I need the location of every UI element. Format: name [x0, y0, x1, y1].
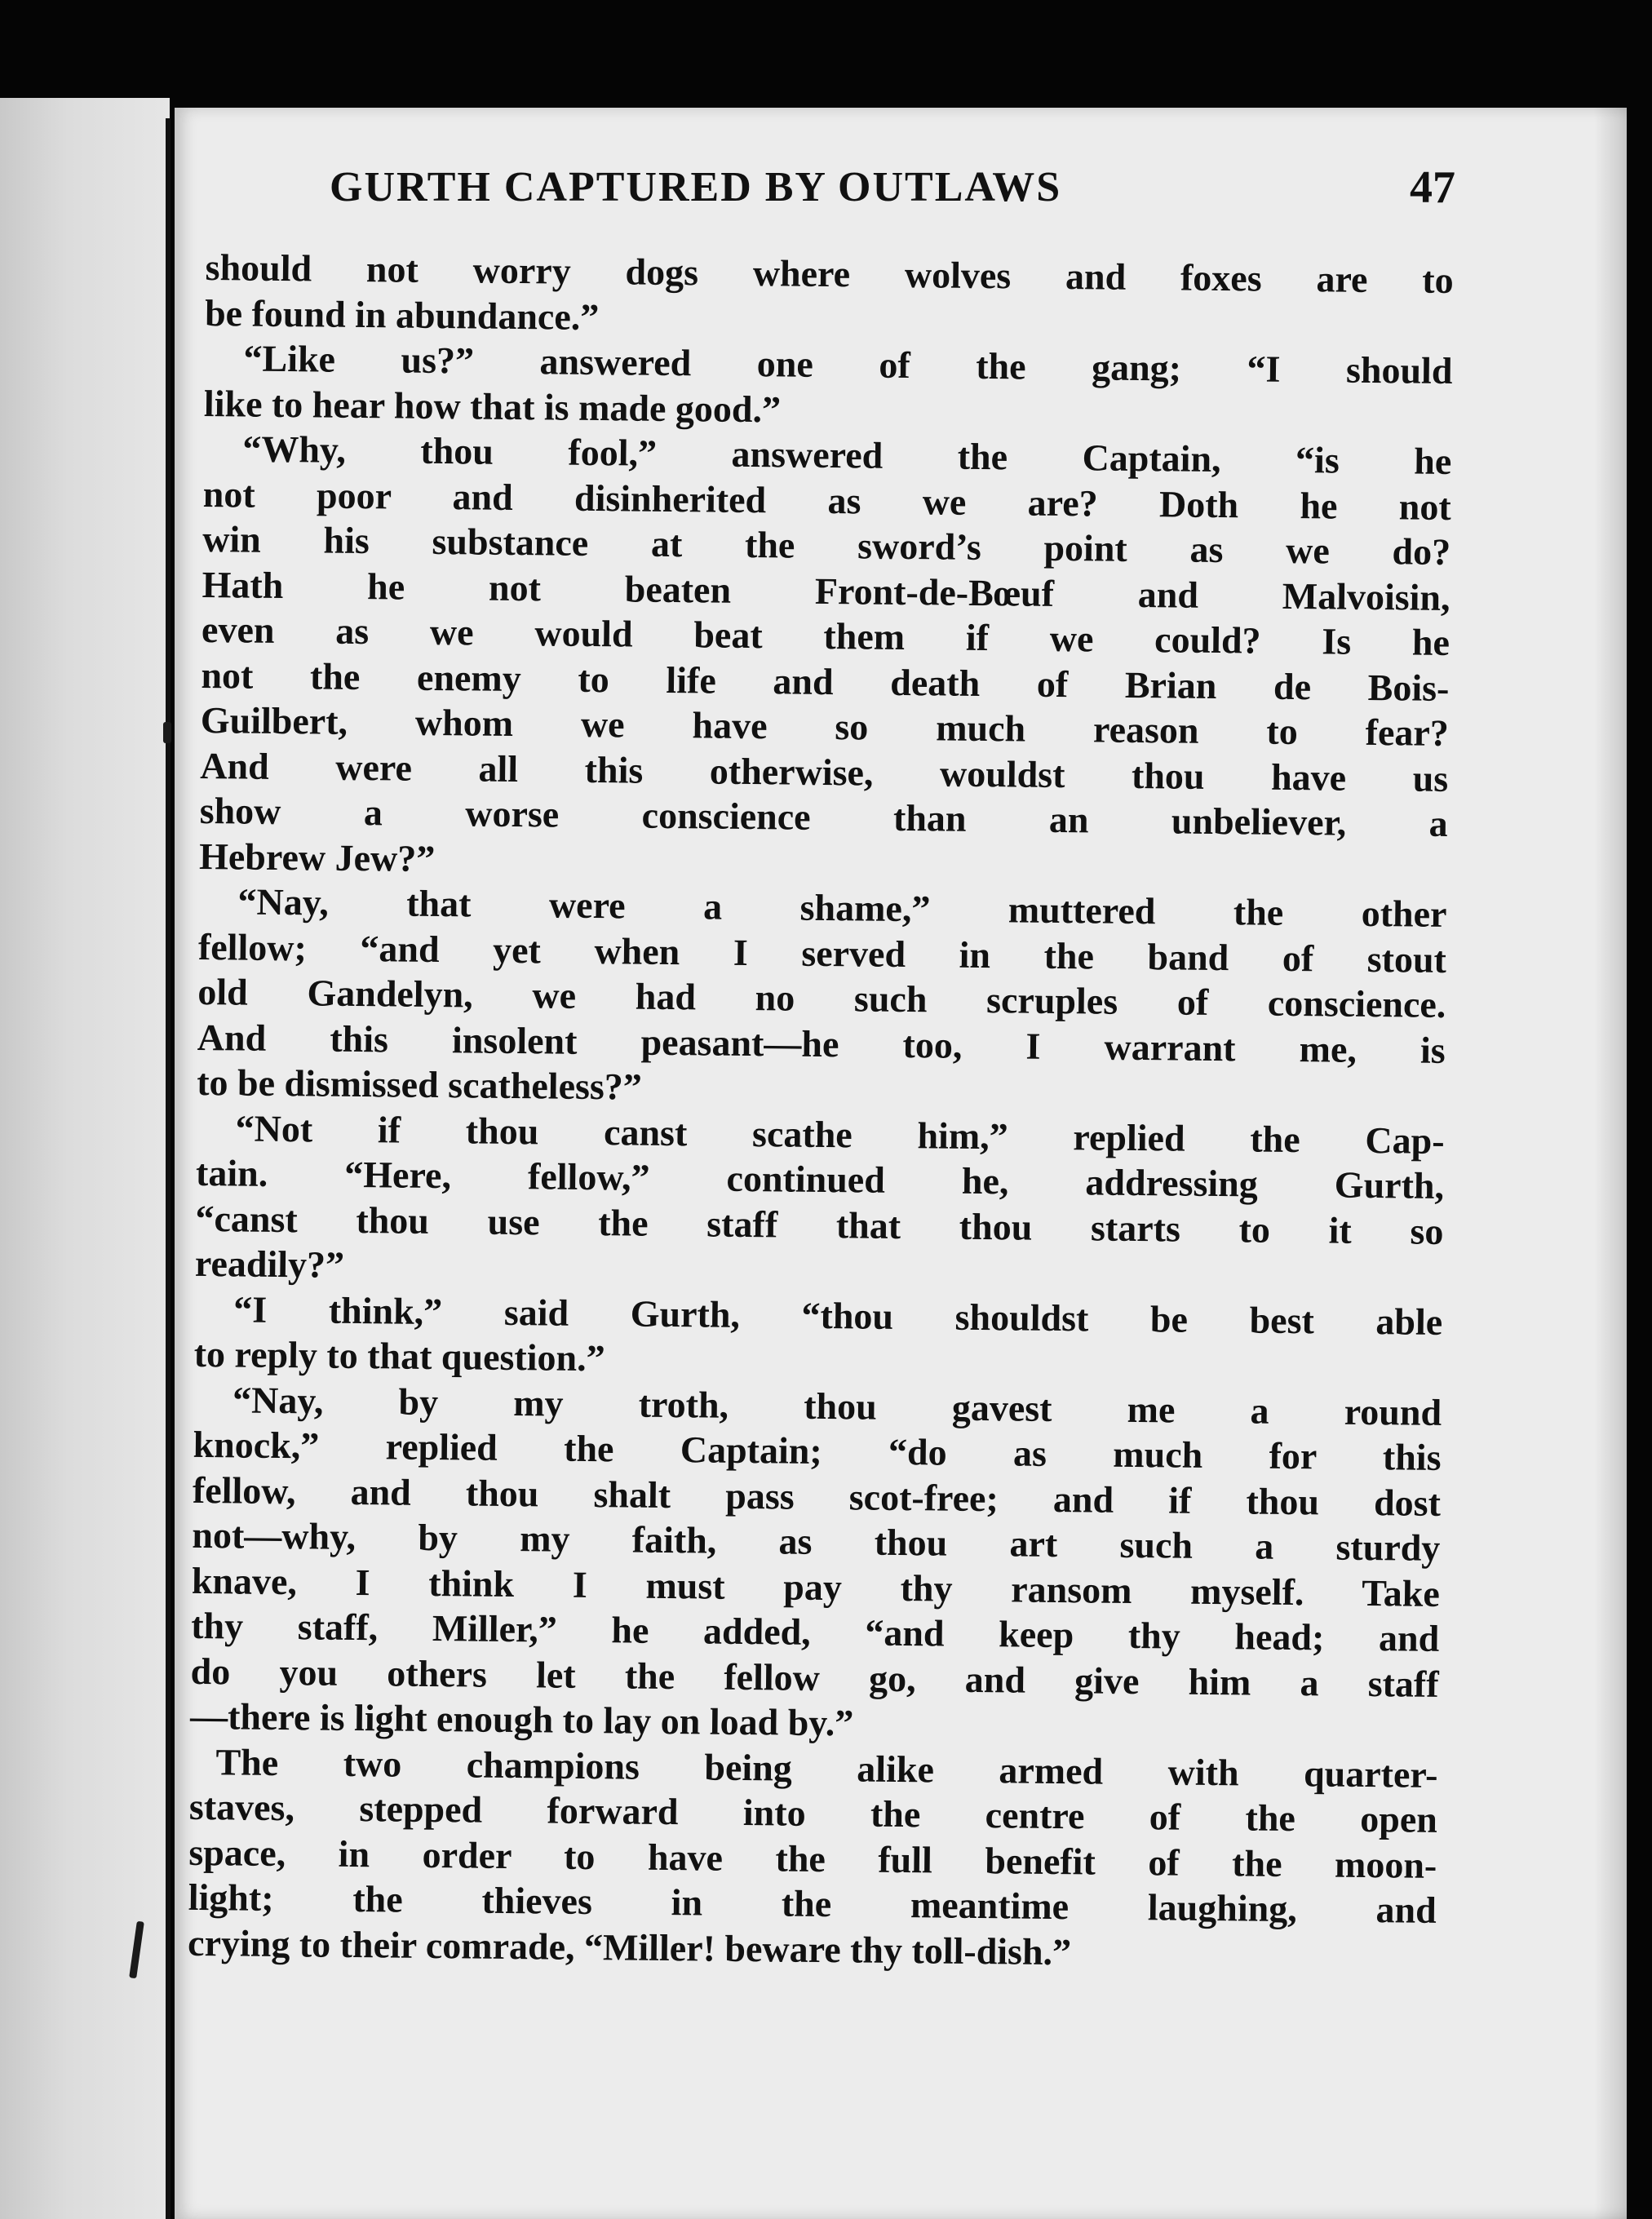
text-line: space, in order to have the full benefit of the moon-	[188, 1831, 1437, 1886]
text-line: win his substance at the sword’s point as we do?	[202, 517, 1451, 574]
text-line: readily?”	[194, 1242, 345, 1286]
text-line: “canst thou use the staff that thou starts to it so	[195, 1197, 1444, 1252]
text-line: do you others let the fellow go, and give him a staff	[190, 1650, 1439, 1705]
text-line: “Why, thou fool,” answered the Captain, “is he	[242, 427, 1452, 483]
page-number: 47	[1410, 162, 1455, 213]
text-line: “Not if thou canst scathe him,” replied the Cap-	[235, 1106, 1445, 1162]
text-line: not the enemy to life and death of Brian de Bois-	[201, 653, 1450, 709]
text-line: The two champions being alike armed with quarter-	[215, 1740, 1438, 1796]
text-line: fellow; “and yet when I served in the band of stout	[197, 925, 1447, 981]
body-text	[188, 245, 1454, 1978]
text-line: Guilbert, whom we have so much reason to fear?	[200, 698, 1450, 754]
running-head	[330, 163, 1455, 237]
text-line: to reply to that question.”	[193, 1332, 605, 1380]
text-line: like to hear how that is made good.”	[203, 382, 782, 430]
text-line: to be dismissed scatheless?”	[196, 1061, 643, 1108]
facing-page-edge	[0, 98, 170, 2219]
text-line: thy staff, Miller,” he added, “and keep thy head; and	[191, 1604, 1440, 1659]
text-line: And this insolent peasant—he too, I warrant me, is	[197, 1016, 1446, 1071]
text-line: —there is light enough to lay on load by.”	[189, 1694, 854, 1744]
page-shadow	[1594, 108, 1627, 2219]
text-line: staves, stepped forward into the centre of the open	[188, 1785, 1438, 1840]
text-line: Hath he not beaten Front-de-Bœuf and Malvoisin,	[202, 563, 1450, 618]
text-line: “I think,” said Gurth, “thou shouldst be best able	[233, 1287, 1443, 1343]
text-line: not poor and disinherited as we are? Doth he not	[202, 472, 1451, 528]
text-line: old Gandelyn, we had no such scruples of conscience.	[197, 970, 1446, 1025]
text-line: show a worse conscience than an unbeliever, a	[199, 789, 1448, 844]
gutter-line	[166, 118, 171, 2219]
text-line: not—why, by my faith, as thou art such a sturdy	[192, 1513, 1441, 1569]
text-line: knock,” replied the Captain; “do as much for this	[193, 1423, 1442, 1478]
text-line: fellow, and thou shalt pass scot-free; and if thou dost	[192, 1468, 1442, 1524]
text-line: crying to their comrade, “Miller! beware thy toll-dish.”	[187, 1921, 1072, 1973]
text-line: tain. “Here, fellow,” continued he, addressing Gurth,	[195, 1151, 1445, 1207]
text-line: should not worry dogs where wolves and foxes are to	[205, 246, 1454, 302]
margin-mark	[163, 722, 171, 743]
text-line: “Nay, that were a shame,” muttered the other	[237, 880, 1447, 935]
text-line: be found in abundance.”	[204, 291, 600, 338]
text-line: even as we would beat them if we could? Is he	[201, 608, 1450, 663]
text-line: light; the thieves in the meantime laughing, and	[188, 1876, 1437, 1931]
text-line: knave, I think I must pay thy ransom myself. Take	[191, 1559, 1441, 1614]
running-title: GURTH CAPTURED BY OUTLAWS	[330, 164, 1062, 210]
text-line: “Like us?” answered one of the gang; “I should	[243, 337, 1453, 392]
text-line: And were all this otherwise, wouldst thou have us	[200, 744, 1449, 799]
text-line: “Nay, by my troth, thou gavest me a round	[232, 1378, 1442, 1433]
text-line: Hebrew Jew?”	[198, 835, 436, 879]
